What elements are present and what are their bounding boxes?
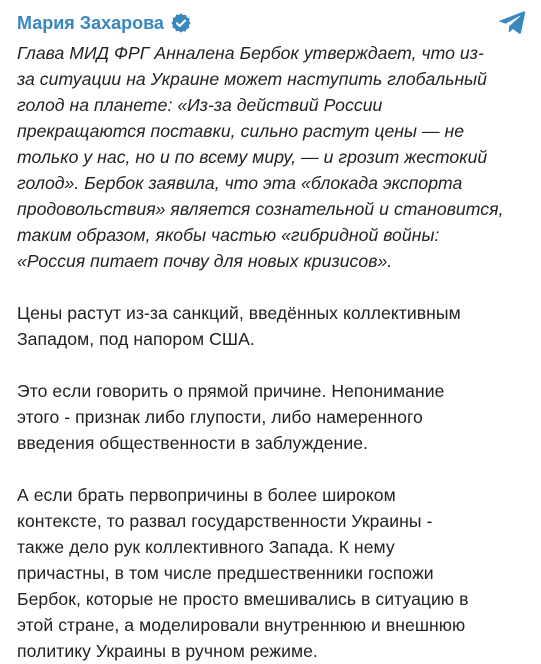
- text-line: Это если говорить о прямой причине. Непонимание: [17, 381, 445, 401]
- text-line: за ситуации на Украине может наступить глобальный: [17, 69, 488, 89]
- paragraph-root-causes: [17, 482, 524, 664]
- paragraph-spacer: [17, 456, 524, 482]
- message-body: [17, 40, 524, 664]
- channel-name[interactable]: Мария Захарова: [17, 13, 164, 33]
- text-line: голод на планете: «Из-за действий России: [17, 95, 383, 115]
- text-line: политику Украины в ручном режиме.: [17, 641, 318, 661]
- post-header: [17, 10, 524, 36]
- text-line: прекращаются поставки, сильно растут цены — не: [17, 121, 465, 141]
- telegram-plane-icon[interactable]: [498, 10, 526, 36]
- text-line: голод». Бербок заявила, что эта «блокада экспорта: [17, 173, 463, 193]
- text-line: А если брать первопричины в более широком: [17, 485, 396, 505]
- text-line: Западом, под напором США.: [17, 329, 255, 349]
- text-line: этой стране, а моделировали внутреннюю и внешнюю: [17, 615, 466, 635]
- paragraph-spacer: [17, 274, 524, 300]
- text-line: Глава МИД ФРГ Анналена Бербок утверждает, что из-: [17, 43, 484, 63]
- paragraph-prices: [17, 300, 524, 352]
- text-line: также дело рук коллективного Запада. К нему: [17, 537, 395, 557]
- paragraph-quote: [17, 40, 524, 274]
- text-line: Цены растут из-за санкций, введённых коллективным: [17, 303, 461, 323]
- text-line: Бербок, которые не просто вмешивались в ситуацию в: [17, 589, 469, 609]
- text-line: продовольствия» является сознательной и становится,: [17, 199, 504, 219]
- text-line: «Россия питает почву для новых кризисов».: [17, 251, 393, 271]
- verified-check-icon: [170, 12, 192, 34]
- text-line: только у нас, но и по всему миру, — и грозит жестокий: [17, 147, 488, 167]
- text-line: причастны, в том числе предшественники госпожи: [17, 563, 434, 583]
- text-line: контексте, то развал государственности Украины -: [17, 511, 433, 531]
- paragraph-direct-cause: [17, 378, 524, 456]
- text-line: таким образом, якобы частью «гибридной войны:: [17, 225, 440, 245]
- text-line: этого - признак либо глупости, либо намеренного: [17, 407, 423, 427]
- text-line: введения общественности в заблуждение.: [17, 433, 368, 453]
- paragraph-spacer: [17, 352, 524, 378]
